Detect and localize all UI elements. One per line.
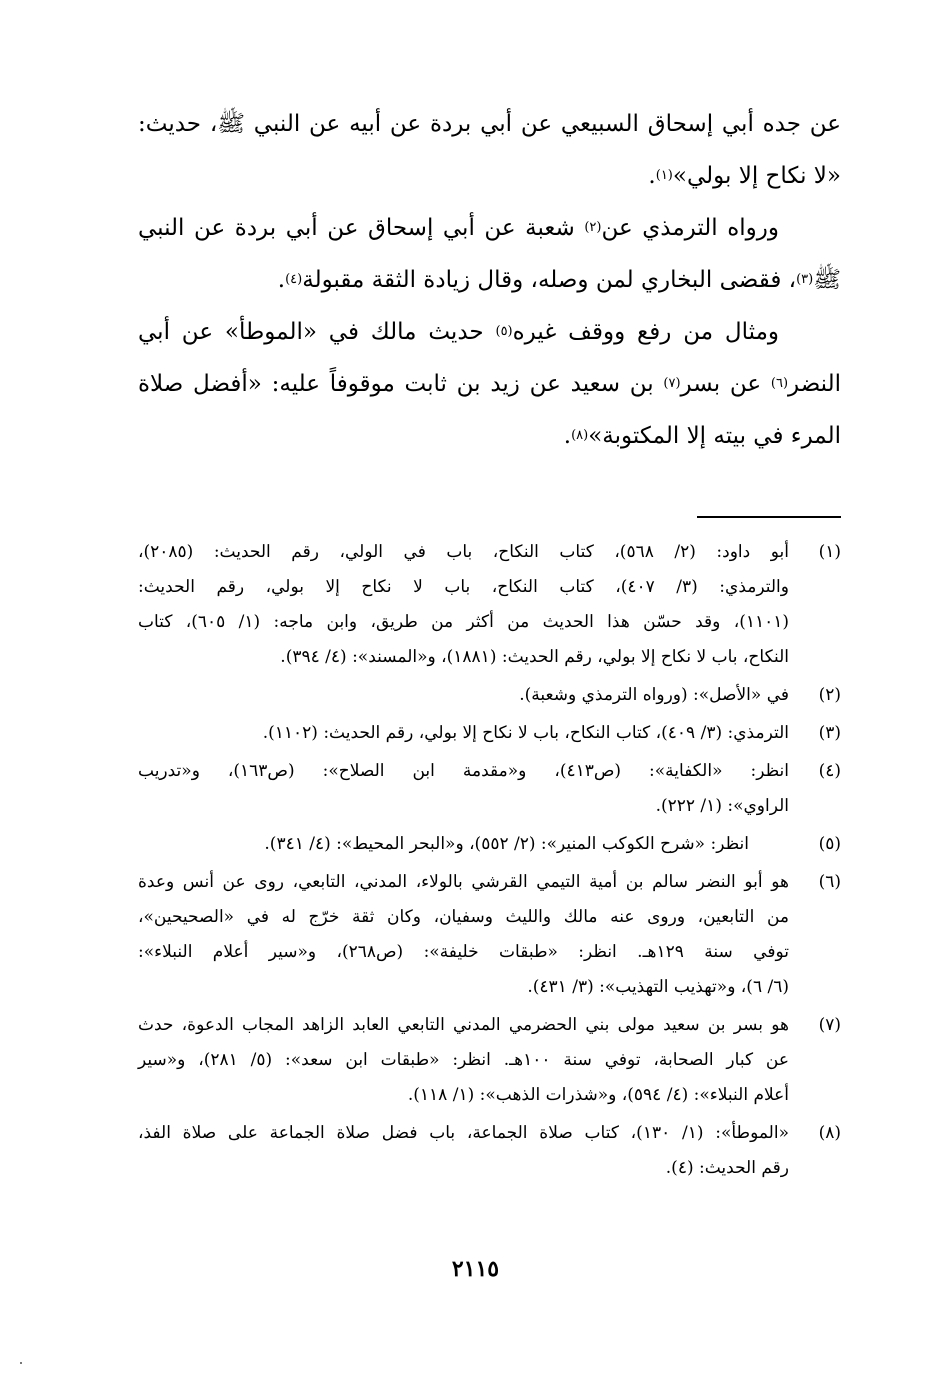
footnote-line: هو بسر بن سعيد مولى بني الحضرمي المدني التابعي العابد الزاهد المجاب الدعوة، حدث (138, 1015, 789, 1035)
footnote-number: (٣) (818, 723, 841, 743)
main-line-6-text: النضر (788, 371, 841, 397)
footnote-number: (٢) (818, 685, 841, 705)
footnote-line: من التابعين، وروى عنه مالك والليث وسفيان، وكان ثقة خرّج له في «الصحيحين»، (138, 907, 789, 927)
footnote-line: عن كبار الصحابة، توفي سنة ١٠٠هـ. انظر: «طبقات ابن سعد»: (٥/ ٢٨١)، و«سير (138, 1050, 789, 1070)
footnote-3 (138, 716, 841, 751)
footnote-line: هو أبو النضر سالم بن أمية التيمي القرشي بالولاء، المدني، التابعي، روى عن أنس وعدة (138, 872, 789, 892)
main-line-3-text: ورواه الترمذي عن (601, 215, 779, 241)
main-text (138, 98, 841, 462)
main-line-3 (138, 202, 841, 254)
footnote-body (138, 754, 789, 824)
main-line-6-rest: بن سعيد عن زيد بن ثابت موقوفاً عليه: «أفضل صلاة (138, 371, 664, 397)
footnotes (138, 535, 841, 1189)
footnote-number: (٦) (818, 872, 841, 892)
footnote-body (138, 827, 789, 862)
footnote-line: (٦/ ٦)، و«تهذيب التهذيب»: (٣/ ٤٣١). (527, 977, 789, 997)
main-line-4-mid: ، فقضى البخاري لمن وصله، وقال زيادة الثقة مقبولة (302, 267, 797, 293)
main-line-5-rest: حديث مالك في «الموطأ» عن أبي (138, 319, 496, 345)
main-line-2-text: «لا نكاح إلا بولي» (672, 163, 841, 189)
footnote-line: النكاح، باب لا نكاح إلا بولي، رقم الحديث: (١٨٨١)، و«المسند»: (٤/ ٣٩٤). (280, 647, 789, 667)
main-line-7 (138, 410, 841, 462)
main-line-3-rest: شعبة عن أبي إسحاق عن أبي بردة عن النبي (138, 215, 585, 241)
footnote-line: انظر: «الكفاية»: (ص٤١٣)، و«مقدمة ابن الصلاح»: (ص١٦٣)، و«تدريب (138, 761, 789, 781)
main-line-1-text: عن جده أبي إسحاق السبيعي عن أبي بردة عن أبيه عن النبي ﷺ، حديث: (138, 111, 841, 137)
main-line-6-mid: عن بسر (680, 371, 771, 397)
main-line-2-end: . (648, 163, 656, 189)
footnote-6 (138, 865, 841, 1005)
footnote-number: (٥) (818, 834, 841, 854)
salawat-glyph: ﷺ (813, 267, 841, 293)
footnote-ref-1[interactable]: (١) (655, 168, 673, 183)
main-line-4-end: . (277, 267, 286, 293)
footnote-2 (138, 678, 841, 713)
footnote-body (138, 678, 789, 713)
footnote-line: الراوي»: (١/ ٢٢٢). (655, 796, 789, 816)
footnote-number: (٧) (818, 1015, 841, 1035)
footnote-ref-2[interactable]: (٢) (584, 220, 602, 235)
footnote-ref-7[interactable]: (٧) (663, 376, 681, 391)
footnote-ref-3[interactable]: (٣) (796, 272, 814, 287)
page-number: ٢١١٥ (451, 1256, 500, 1282)
footnote-line: «الموطأ»: (١/ ١٣٠)، كتاب صلاة الجماعة، باب فضل صلاة الجماعة على صلاة الفذ، (138, 1123, 789, 1143)
footnote-ref-5[interactable]: (٥) (495, 324, 513, 339)
main-line-6 (138, 358, 841, 410)
footnote-body (138, 716, 789, 751)
footnote-separator (697, 516, 841, 518)
footnote-ref-8[interactable]: (٨) (571, 428, 589, 443)
footnote-8 (138, 1116, 841, 1186)
footnote-body (138, 865, 789, 1005)
main-line-7-text: المرء في بيته إلا المكتوبة» (588, 423, 841, 449)
footnote-body (138, 535, 789, 675)
main-line-2 (138, 150, 841, 202)
footnote-line: انظر: «شرح الكوكب المنير»: (٢/ ٥٥٢)، و«البحر المحيط»: (٤/ ٣٤١). (264, 834, 749, 854)
main-line-1 (138, 98, 841, 150)
footnote-body (138, 1008, 789, 1113)
main-line-7-end: . (563, 423, 572, 449)
main-line-5-text: ومثال من رفع ووقف غيره (512, 319, 779, 345)
footnote-ref-4[interactable]: (٤) (285, 272, 303, 287)
footnote-ref-6[interactable]: (٦) (770, 376, 789, 391)
footnote-line: الترمذي: (٣/ ٤٠٩)، كتاب النكاح، باب لا نكاح إلا بولي، رقم الحديث: (١١٠٢). (262, 723, 789, 743)
scan-speck (20, 1362, 22, 1364)
footnote-line: والترمذي: (٣/ ٤٠٧)، كتاب النكاح، باب لا نكاح إلا بولي، رقم الحديث: (138, 577, 789, 597)
footnote-line: (١١٠١)، وقد حسّن هذا الحديث من أكثر من طريق، وابن ماجه: (١/ ٦٠٥)، كتاب (138, 612, 790, 632)
footnote-1 (138, 535, 841, 675)
footnote-line: أبو داود: (٢/ ٥٦٨)، كتاب النكاح، باب في الولي، رقم الحديث: (٢٠٨٥)، (138, 542, 789, 562)
footnote-number: (٤) (818, 761, 841, 781)
main-line-4 (138, 254, 841, 306)
footnote-line: رقم الحديث: (٤). (665, 1158, 789, 1178)
footnote-7 (138, 1008, 841, 1113)
footnote-5 (138, 827, 841, 862)
footnote-body (138, 1116, 789, 1186)
main-line-5 (138, 306, 841, 358)
footnote-line: في «الأصل»: (ورواه الترمذي وشعبة). (519, 685, 789, 705)
footnote-number: (٨) (818, 1123, 841, 1143)
footnote-4 (138, 754, 841, 824)
footnote-number: (١) (818, 542, 841, 562)
footnote-line: أعلام النبلاء»: (٤/ ٥٩٤)، و«شذرات الذهب»: (١/ ١١٨). (407, 1085, 789, 1105)
footnote-line: توفي سنة ١٢٩هـ. انظر: «طبقات خليفة»: (ص٢٦٨)، و«سير أعلام النبلاء»: (138, 942, 789, 962)
